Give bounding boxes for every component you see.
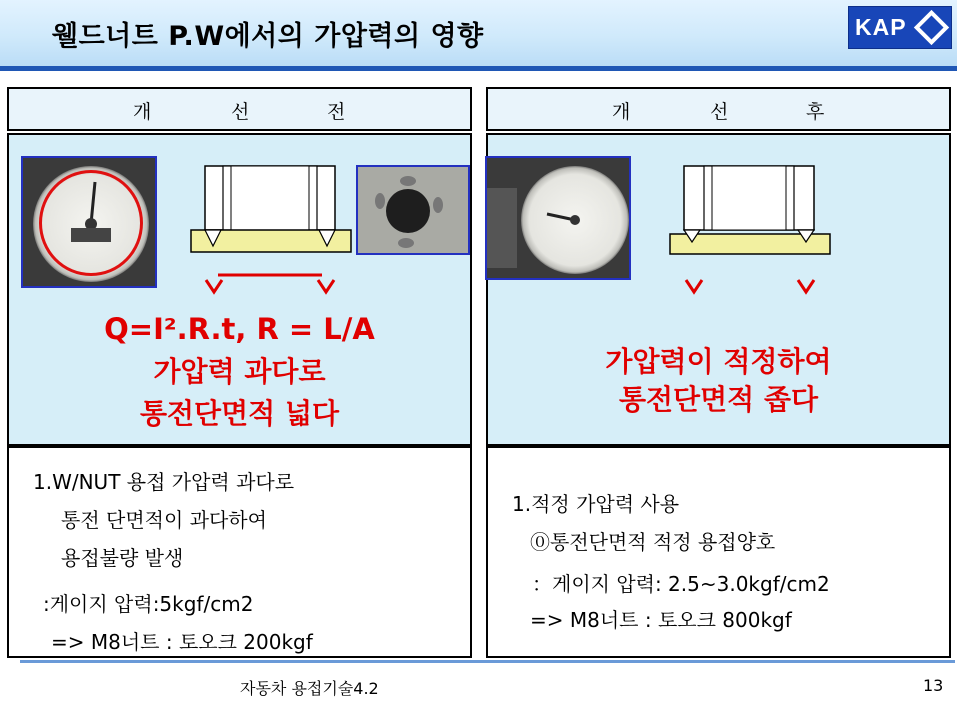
pressure-gauge-photo-after xyxy=(485,156,631,280)
after-note-4: => M8너트 : 토오크 800kgf xyxy=(530,608,792,632)
footer-divider-left xyxy=(20,660,490,663)
after-header-char-2: 선 xyxy=(710,101,729,123)
diamond-logo-icon xyxy=(914,10,949,45)
before-header-char-3: 전 xyxy=(327,101,346,123)
before-formula: Q=I².R.t, R = L/A xyxy=(104,312,375,346)
nut-hole-icon xyxy=(358,167,470,255)
before-note-1: 1.W/NUT 용접 가압력 과다로 xyxy=(33,470,295,494)
before-note-3: 용접불량 발생 xyxy=(61,546,184,570)
after-reason: 가압력이 적정하여 xyxy=(605,345,832,378)
kap-logo xyxy=(848,6,952,49)
weld-nut-diagram-before xyxy=(185,160,355,260)
before-reason: 가압력 과다로 xyxy=(153,355,326,388)
pressure-gauge-photo-before xyxy=(21,156,157,288)
footer-divider-right xyxy=(485,660,955,663)
slide-title: 웰드너트 P.W에서의 가압력의 영향 xyxy=(52,21,484,52)
after-header-char-1: 개 xyxy=(612,101,631,123)
highlight-circle xyxy=(39,170,143,276)
after-note-2: ⓪통전단면적 적정 용접양호 xyxy=(530,530,776,554)
before-header-char-2: 선 xyxy=(231,101,250,123)
weld-nut-diagram-after xyxy=(664,160,834,260)
before-notes xyxy=(7,446,472,658)
pressure-arrows-before xyxy=(200,272,340,298)
nut-weld-photo xyxy=(356,165,470,255)
after-header xyxy=(486,87,951,131)
before-note-4: :게이지 압력:5kgf/cm2 xyxy=(43,592,254,616)
before-result: 통전단면적 넓다 xyxy=(139,397,340,430)
after-note-3: ：게이지 압력: 2.5~3.0kgf/cm2 xyxy=(532,572,830,596)
page-number: 13 xyxy=(923,676,944,695)
pressure-arrows-after xyxy=(680,272,820,298)
before-note-2: 통전 단면적이 과다하여 xyxy=(61,508,267,532)
before-header xyxy=(7,87,472,131)
before-header-char-1: 개 xyxy=(133,101,152,123)
logo-text: KAP xyxy=(855,14,907,40)
after-note-1: 1.적정 가압력 사용 xyxy=(512,492,680,516)
after-notes xyxy=(486,446,951,658)
header-divider xyxy=(0,66,957,71)
gauge-needle-icon xyxy=(487,158,631,280)
footer-title: 자동차 용접기술4.2 xyxy=(240,679,379,698)
before-note-5: => M8너트 : 토오크 200kgf xyxy=(51,630,313,654)
after-result: 통전단면적 좁다 xyxy=(618,383,819,416)
after-header-char-3: 후 xyxy=(806,101,825,123)
